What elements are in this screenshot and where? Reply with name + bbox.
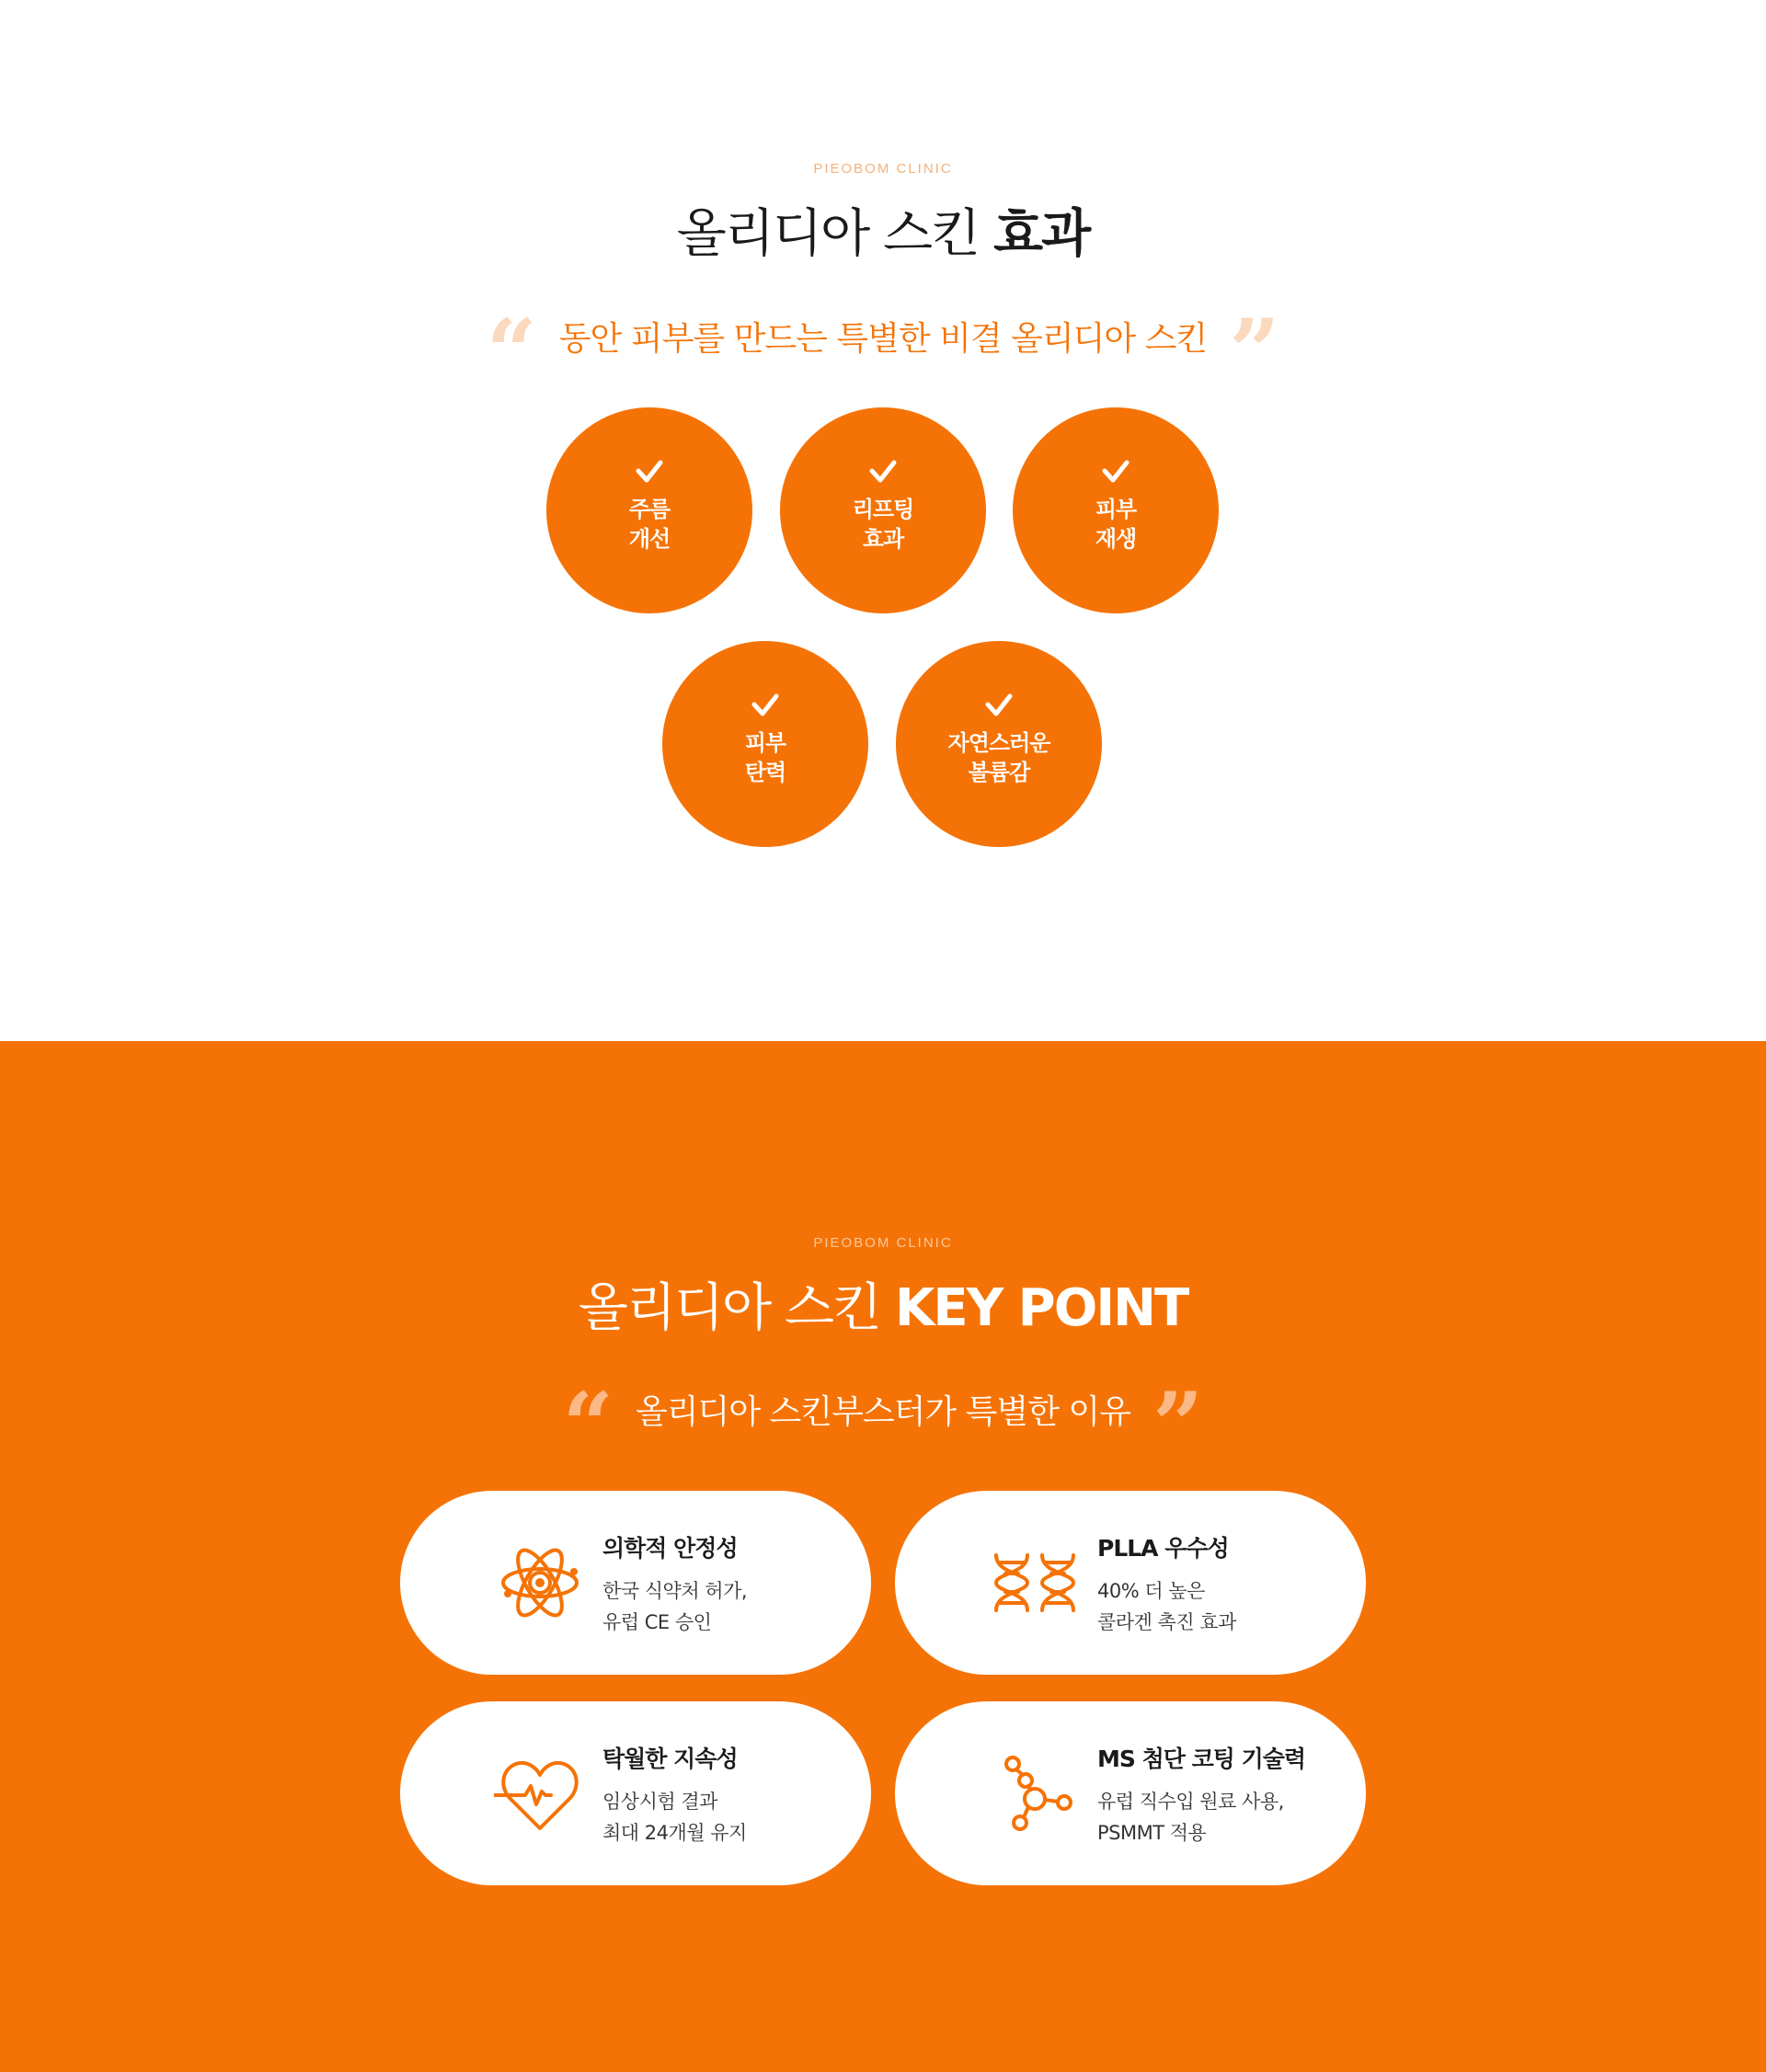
section-title-bold: 효과 (992, 204, 1090, 264)
effect-label-line1: 피부 (744, 730, 786, 756)
keypoint-title: 탁월한 지속성 (602, 1746, 738, 1772)
keypoint-desc-line1: 유럽 직수입 원료 사용, (1097, 1791, 1284, 1813)
keypoint-card-safety (400, 1491, 871, 1675)
keypoint-desc (602, 1575, 747, 1638)
effect-circle-elasticity (662, 641, 868, 847)
keypoint-desc (602, 1786, 747, 1849)
effect-label-line1: 자연스러운 (947, 730, 1050, 756)
effect-label-line2: 재생 (1095, 526, 1137, 552)
dna-icon (989, 1537, 1081, 1629)
keypoint-desc-line1: 한국 식약처 허가, (602, 1580, 748, 1602)
molecule-icon (989, 1747, 1081, 1839)
effect-circle-wrinkle (546, 407, 752, 613)
keypoint-desc-line2: 유럽 CE 승인 (602, 1611, 712, 1633)
atom-icon (494, 1537, 586, 1629)
keypoint-desc-line2: 최대 24개월 유지 (602, 1822, 747, 1844)
effect-label-line1: 피부 (1095, 497, 1137, 522)
keypoint-title: 의학적 안정성 (602, 1535, 738, 1562)
quote-open-icon: “ (486, 308, 537, 363)
section-quote (0, 308, 1766, 363)
section-title-light: 올리디아 스킨 (578, 1278, 895, 1338)
quote-text: 동안 피부를 만드는 특별한 비결 올리디아 스킨 (558, 319, 1208, 358)
effect-circle-volume (896, 641, 1102, 847)
quote-text: 올리디아 스킨부스터가 특별한 이유 (636, 1392, 1130, 1431)
effect-label-line2: 볼륨감 (968, 760, 1030, 785)
quote-close-icon: ” (1229, 308, 1280, 363)
keypoint-desc-line2: PSMMT 적용 (1097, 1822, 1207, 1844)
section-title-bold: KEY POINT (894, 1278, 1188, 1338)
keypoint-title: MS 첨단 코팅 기술력 (1097, 1746, 1306, 1772)
heartbeat-icon (494, 1747, 586, 1839)
check-icon (636, 460, 663, 484)
keypoint-desc (1097, 1786, 1284, 1849)
check-icon (751, 693, 779, 717)
effect-label-line2: 개선 (628, 526, 671, 552)
keypoint-section (0, 1041, 1766, 2072)
effect-label-line1: 주름 (628, 497, 671, 522)
keypoint-desc-line1: 임상시험 결과 (602, 1791, 717, 1813)
keypoint-desc-line1: 40% 더 높은 (1097, 1580, 1205, 1602)
effect-label-line2: 효과 (862, 526, 904, 552)
section-eyebrow: PIEOBOM CLINIC (813, 1235, 953, 1251)
check-icon (1102, 460, 1130, 484)
keypoint-title: PLLA 우수성 (1097, 1535, 1229, 1562)
keypoint-desc (1097, 1575, 1236, 1638)
section-title-light: 올리디아 스킨 (676, 204, 993, 264)
quote-open-icon: “ (562, 1381, 614, 1437)
effect-label-line2: 탄력 (744, 760, 786, 785)
section-title (0, 1267, 1766, 1341)
section-eyebrow: PIEOBOM CLINIC (813, 161, 953, 177)
check-icon (869, 460, 897, 484)
quote-close-icon: ” (1152, 1381, 1204, 1437)
effect-circle-regeneration (1013, 407, 1219, 613)
section-title (0, 193, 1766, 267)
effect-label-line1: 리프팅 (852, 497, 914, 522)
section-quote (0, 1381, 1766, 1437)
keypoint-desc-line2: 콜라겐 촉진 효과 (1097, 1611, 1236, 1633)
keypoint-card-durability (400, 1701, 871, 1885)
keypoint-card-coating (895, 1701, 1366, 1885)
check-icon (985, 693, 1013, 717)
effect-circle-lifting (780, 407, 986, 613)
keypoint-card-plla (895, 1491, 1366, 1675)
